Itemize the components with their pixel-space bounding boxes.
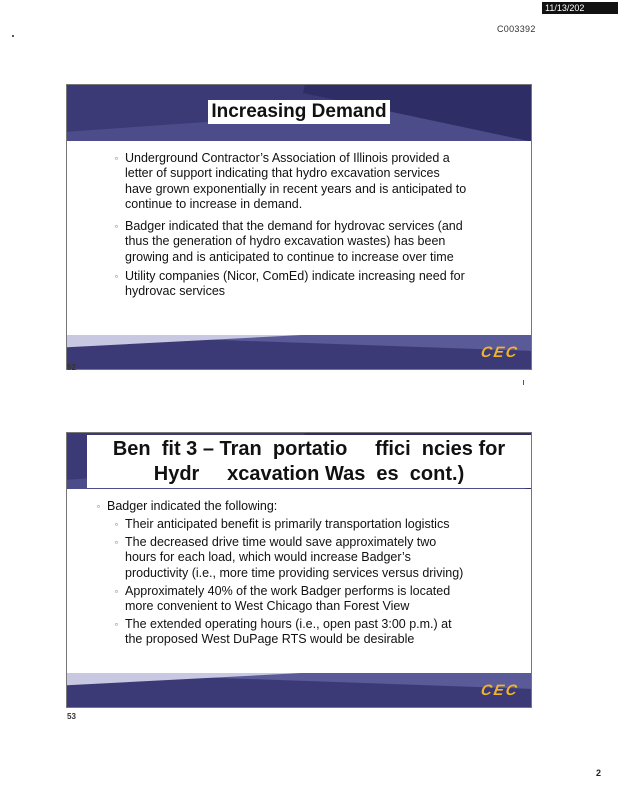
slide-page-number: 53 bbox=[67, 712, 76, 721]
slide-title-line: Hydr xcavation Was es cont.) bbox=[153, 463, 465, 485]
lead-item bbox=[97, 499, 517, 514]
sub-bullet-item bbox=[115, 617, 525, 648]
bullet-marker-icon: ▫ bbox=[97, 502, 100, 511]
slide-header-band bbox=[67, 433, 531, 489]
bullet-text: Utility companies (Nicor, ComEd) indicate increasing need for hydrovac services bbox=[125, 269, 465, 299]
bullet-item bbox=[115, 219, 525, 265]
sub-bullet-item bbox=[115, 584, 525, 615]
sub-bullet-item bbox=[115, 517, 525, 532]
document-id: C003392 bbox=[497, 24, 536, 34]
date-stamp: 11/13/202 bbox=[542, 2, 618, 14]
slide-title: Increasing Demand bbox=[208, 100, 389, 124]
cec-logo: CEC bbox=[479, 344, 521, 361]
slide-page-number: 52 bbox=[67, 363, 76, 372]
bullet-marker-icon: ▫ bbox=[115, 520, 118, 529]
slide-increasing-demand bbox=[66, 84, 532, 370]
sheet-page-number: 2 bbox=[596, 768, 602, 778]
slide-title bbox=[87, 435, 531, 488]
slide-title-line: Ben fit 3 – Tran portatio ffici ncies for bbox=[112, 438, 506, 460]
bullet-marker-icon: ▫ bbox=[115, 272, 118, 281]
lead-text: Badger indicated the following: bbox=[107, 499, 278, 513]
slide-header-band bbox=[67, 85, 531, 141]
slide-benefit-3 bbox=[66, 432, 532, 708]
bullet-marker-icon: ▫ bbox=[115, 620, 118, 629]
scan-speck bbox=[523, 380, 524, 385]
sub-bullet-item bbox=[115, 535, 525, 581]
cec-logo: CEC bbox=[479, 682, 521, 699]
bullet-text: Approximately 40% of the work Badger performs is located more convenient to West Chicago than Forest View bbox=[125, 584, 451, 614]
bullet-item bbox=[115, 269, 525, 300]
bullet-marker-icon: ▫ bbox=[115, 538, 118, 547]
bullet-text: The extended operating hours (i.e., open past 3:00 p.m.) at the proposed West DuPage RTS would be desirable bbox=[125, 617, 452, 647]
bullet-text: Their anticipated benefit is primarily transportation logistics bbox=[125, 517, 450, 531]
scan-speck bbox=[12, 35, 14, 37]
bullet-text: Underground Contractor’s Association of Illinois provided a letter of support indicating that hydro excavation services have grown exponentially in recent years and is anticipated to continue to increase in demand. bbox=[125, 151, 467, 212]
bullet-text: The decreased drive time would save approximately two hours for each load, which would increase Badger’s productivity (i.e., more time providing services versus driving) bbox=[125, 535, 464, 580]
slide-footer-band bbox=[67, 673, 531, 707]
slide-footer-band bbox=[67, 335, 531, 369]
bullet-item bbox=[115, 151, 525, 213]
bullet-marker-icon: ▫ bbox=[115, 587, 118, 596]
bullet-text: Badger indicated that the demand for hydrovac services (and thus the generation of hydro excavation wastes) has been growing and is anticipated to continue to increase over time bbox=[125, 219, 463, 264]
bullet-marker-icon: ▫ bbox=[115, 222, 118, 231]
bullet-marker-icon: ▫ bbox=[115, 154, 118, 163]
